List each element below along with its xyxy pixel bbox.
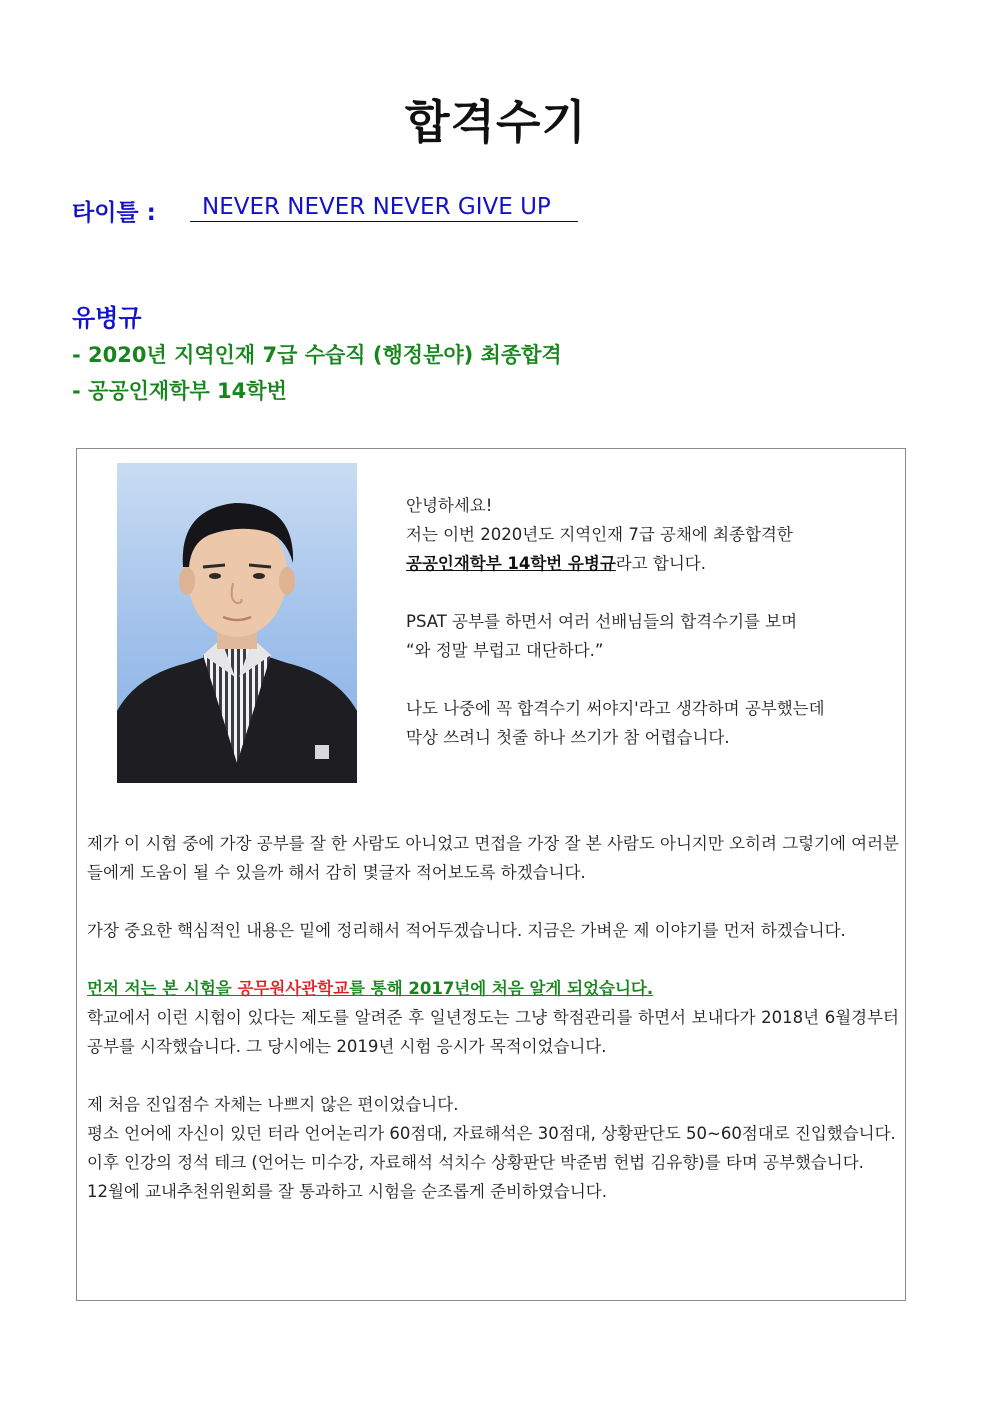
- intro-text-rest: 라고 합니다.: [615, 554, 706, 573]
- intro-line: PSAT 공부를 하면서 여러 선배님들의 합격수기를 보며: [406, 612, 798, 631]
- title-label: 타이틀 :: [72, 200, 156, 226]
- paragraph: 이후 인강의 정석 테크 (언어는 미수강, 자료해석 석치수 상황판단 박준범 헌법 김유향)를 타며 공부했습니다.: [87, 1153, 864, 1172]
- paragraph: 평소 언어에 자신이 있던 터라 언어논리가 60점대, 자료해석은 30점대, 상황판단도 50~60점대로 진입했습니다.: [87, 1124, 896, 1143]
- title-value: NEVER NEVER NEVER GIVE UP: [190, 194, 578, 222]
- highlight-paragraph: [87, 974, 899, 1003]
- author-name: 유병규: [72, 304, 142, 332]
- paragraph: 12월에 교내추천위원회를 잘 통과하고 시험을 순조롭게 준비하였습니다.: [87, 1182, 607, 1201]
- intro-emphasis: 공공인재학부 14학번 유병규: [406, 554, 616, 573]
- paragraph: 제 처음 진입점수 자체는 나쁘지 않은 편이었습니다.: [87, 1095, 459, 1114]
- intro-text: [406, 491, 901, 752]
- intro-line: [406, 549, 901, 578]
- profile-photo: [117, 463, 357, 783]
- highlight-school-name: 공무원사관학교: [237, 979, 350, 998]
- intro-greeting: 안녕하세요!: [406, 496, 493, 515]
- body-text: [87, 829, 899, 1206]
- highlight-text: 를 통해 2017년에 처음 알게 되었습니다.: [349, 979, 654, 998]
- intro-quote: “와 정말 부럽고 대단하다.”: [406, 641, 604, 660]
- highlight-text: 먼저 저는 본 시험을: [87, 979, 238, 998]
- portrait-illustration: [117, 463, 357, 783]
- paragraph: 제가 이 시험 중에 가장 공부를 잘 한 사람도 아니었고 면접을 가장 잘 본 사람도 아니지만 오히려 그렇기에 여러분들에게 도움이 될 수 있을까 해서 감히 몇글자 적어보도록 하겠습니다.: [87, 834, 899, 882]
- paragraph: 학교에서 이런 시험이 있다는 제도를 알려준 후 일년정도는 그냥 학점관리를 하면서 보내다가 2018년 6월경부터 공부를 시작했습니다. 그 당시에는 2019년 시험 응시가 목적이었습니다.: [87, 1008, 899, 1056]
- intro-line: 저는 이번 2020년도 지역인재 7급 공채에 최종합격한: [406, 525, 793, 544]
- content-box: [76, 448, 906, 1301]
- intro-line: 나도 나중에 꼭 합격수기 써야지'라고 생각하며 공부했는데: [406, 699, 825, 718]
- author-detail-major: - 공공인재학부 14학번: [72, 379, 287, 403]
- paragraph: 가장 중요한 핵심적인 내용은 밑에 정리해서 적어두겠습니다. 지금은 가벼운 제 이야기를 먼저 하겠습니다.: [87, 921, 846, 940]
- author-detail-exam: - 2020년 지역인재 7급 수습직 (행정분야) 최종합격: [72, 343, 562, 367]
- page-title: 합격수기: [405, 95, 587, 149]
- intro-line: 막상 쓰려니 첫줄 하나 쓰기가 참 어렵습니다.: [406, 728, 730, 747]
